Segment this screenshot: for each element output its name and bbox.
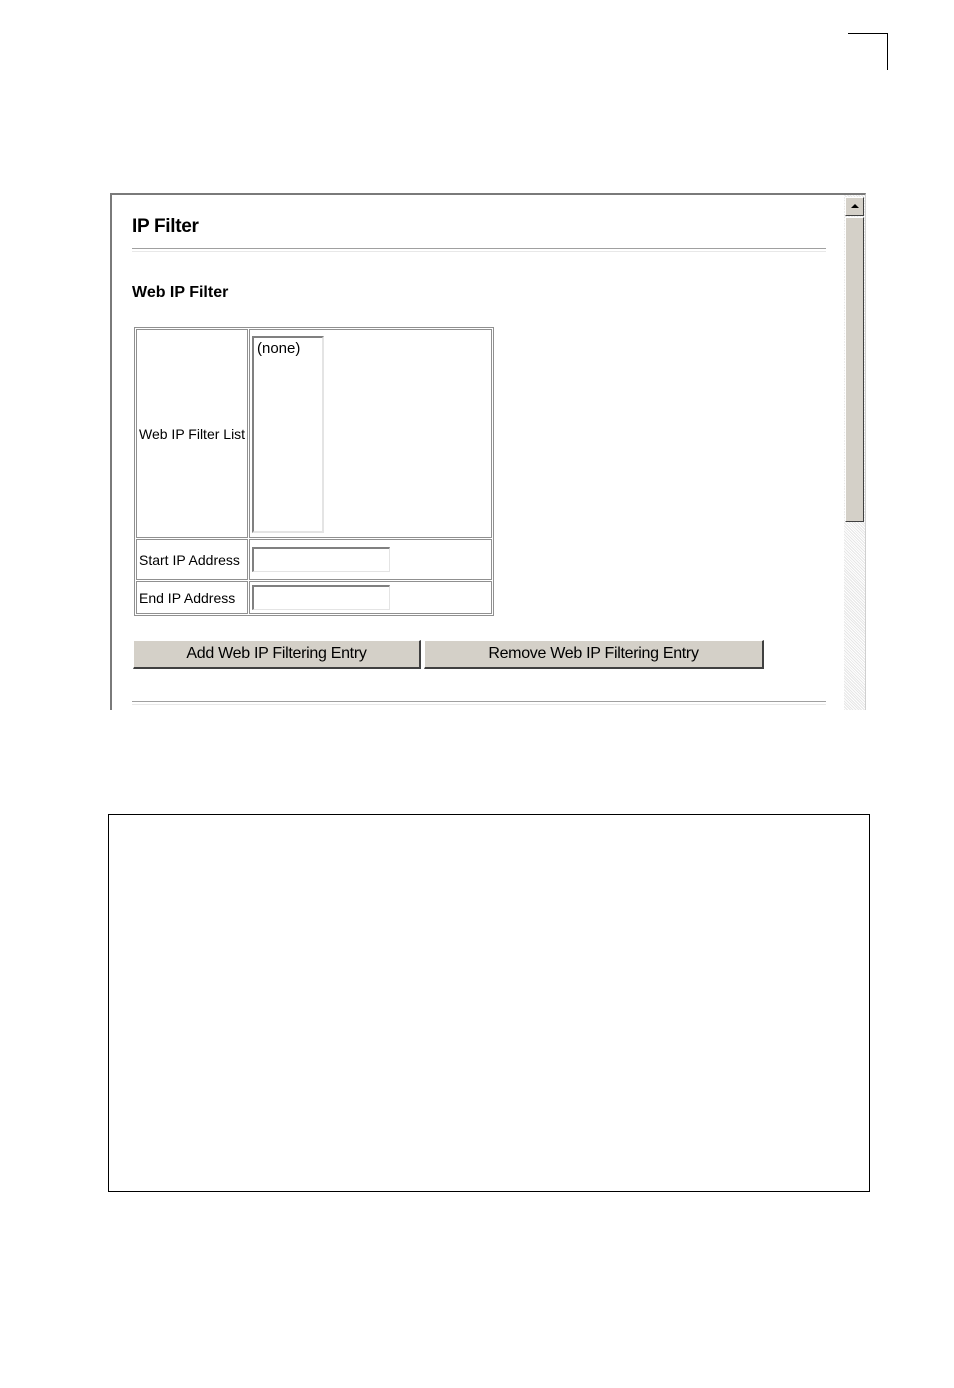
page-title: IP Filter [132, 216, 199, 237]
chevron-up-icon [851, 204, 859, 208]
end-ip-label: End IP Address [136, 581, 248, 614]
web-ip-filter-listbox[interactable] [252, 336, 324, 533]
start-ip-input[interactable] [252, 547, 390, 572]
end-ip-cell [249, 581, 492, 614]
start-ip-cell [249, 539, 492, 580]
empty-placeholder-box [108, 814, 870, 1192]
page-content [112, 195, 844, 710]
title-divider [132, 248, 826, 252]
section-title: Web IP Filter [132, 284, 229, 301]
filter-list-cell [249, 329, 492, 538]
filter-list-label: Web IP Filter List [136, 329, 248, 538]
web-ip-filter-table [134, 327, 494, 616]
corner-mark-vertical [887, 33, 888, 70]
remove-web-ip-filtering-entry-button[interactable]: Remove Web IP Filtering Entry [424, 640, 764, 669]
add-web-ip-filtering-entry-button[interactable]: Add Web IP Filtering Entry [133, 640, 421, 669]
scrollbar-thumb[interactable] [845, 217, 864, 522]
scroll-up-button[interactable] [845, 197, 864, 216]
table-row [136, 581, 492, 614]
corner-mark-horizontal [848, 33, 888, 34]
start-ip-label: Start IP Address [136, 539, 248, 580]
table-row [136, 329, 492, 538]
table-row [136, 539, 492, 580]
browser-frame [110, 193, 866, 710]
end-ip-input[interactable] [252, 585, 390, 610]
list-item[interactable]: (none) [257, 340, 301, 357]
vertical-scrollbar[interactable] [844, 195, 865, 710]
bottom-divider [132, 701, 826, 705]
